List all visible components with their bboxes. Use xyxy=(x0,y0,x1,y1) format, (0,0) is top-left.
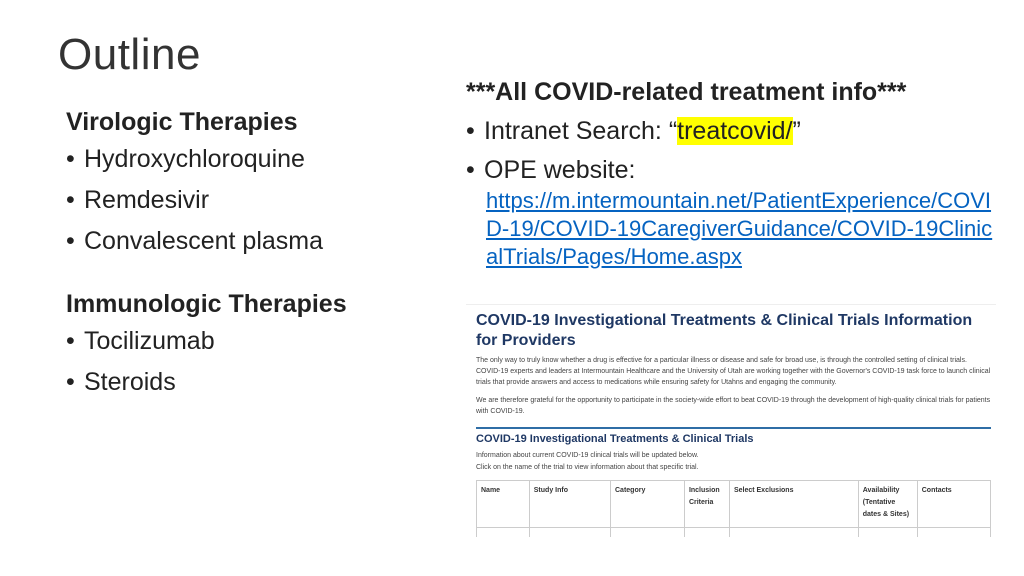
column-header: Contacts xyxy=(917,481,990,528)
column-header: Inclusion Criteria xyxy=(684,481,729,528)
list-item: • Tocilizumab xyxy=(66,327,215,355)
immunologic-heading: Immunologic Therapies xyxy=(66,290,347,318)
divider xyxy=(476,427,991,429)
table-row xyxy=(477,528,991,538)
webpage-subtitle: COVID-19 Investigational Treatments & Clinical Trials xyxy=(476,433,754,445)
webpage-info: Information about current COVID-19 clinical trials will be updated below. xyxy=(476,452,699,459)
column-header: Category xyxy=(611,481,685,528)
intranet-search-item: • Intranet Search: “treatcovid/” xyxy=(466,117,801,145)
bullet-icon: • xyxy=(66,145,75,173)
bullet-icon: • xyxy=(466,156,475,184)
bullet-icon: • xyxy=(466,117,475,145)
list-item: • Remdesivir xyxy=(66,186,210,214)
webpage-paragraph: The only way to truly know whether a drug is effective for a particular illness or disease and safe for broad use, is through the controlled setting of clinical trials. COVID-19 experts and leaders at Intermountain Healthcare and the University of Utah are working together with the Governor's COVID-19 task force to launch clinical trials that provide answers and access to medications while ensuring safety for Utahns and engaging the community. xyxy=(476,357,991,386)
embedded-webpage-screenshot xyxy=(466,304,996,537)
resources-header: ***All COVID-related treatment info*** xyxy=(466,78,907,106)
webpage-title: COVID-19 Investigational Treatments & Clinical Trials Information for Providers xyxy=(476,312,973,349)
search-term-highlight: treatcovid/ xyxy=(677,117,793,145)
bullet-icon: • xyxy=(66,186,75,214)
webpage-paragraph: We are therefore grateful for the opportunity to participate in the society-wide effort to beat COVID-19 through the development of high-quality clinical trials for patients with COVID-19. xyxy=(476,397,991,415)
list-item: • Convalescent plasma xyxy=(66,227,324,255)
ope-website-item: • OPE website: xyxy=(466,156,636,184)
virologic-heading: Virologic Therapies xyxy=(66,108,298,136)
column-header: Name xyxy=(477,481,530,528)
ope-website-link[interactable]: https://m.intermountain.net/PatientExperience/COVID-19/COVID-19CaregiverGuidance/COVID-19ClinicalTrials/Pages/Home.aspx xyxy=(486,188,993,269)
slide-title: Outline xyxy=(58,30,201,79)
table-header-row xyxy=(477,481,991,528)
therapies-column xyxy=(66,108,426,409)
bullet-icon: • xyxy=(66,227,75,255)
resources-column xyxy=(466,78,1006,271)
column-header: Availability (Tentative dates & Sites) xyxy=(858,481,917,528)
column-header: Study Info xyxy=(529,481,610,528)
bullet-icon: • xyxy=(66,368,75,396)
list-item: • Hydroxychloroquine xyxy=(66,145,305,173)
webpage-info: Click on the name of the trial to view information about that specific trial. xyxy=(476,464,699,471)
trials-table xyxy=(476,480,991,537)
bullet-icon: • xyxy=(66,327,75,355)
column-header: Select Exclusions xyxy=(729,481,858,528)
list-item: • Steroids xyxy=(66,368,176,396)
